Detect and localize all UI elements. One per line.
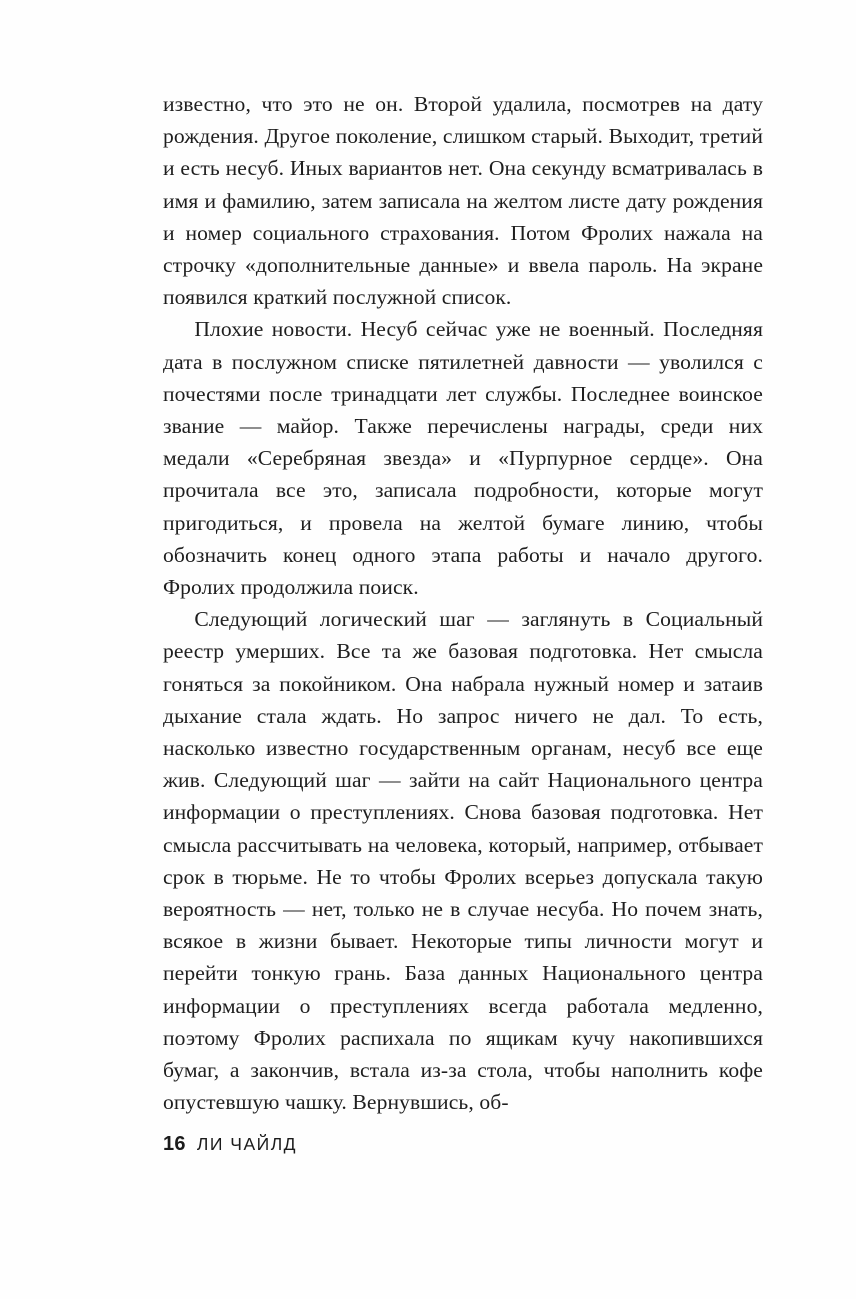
running-head-author: ЛИ ЧАЙЛД [196,1134,298,1154]
body-text-column [163,88,763,1119]
paragraph: известно, что это не он. Второй удалила, посмотрев на дату рождения. Другое поколение, слишком старый. Выходит, третий и есть несуб. Иных вариантов нет. Она секунду всматривалась в имя и фамилию, затем записала на желтом листе дату рождения и номер социального страхования. Потом Фролих нажала на строчку «дополнительные данные» и ввела пароль. На экране появился краткий послужной список. [163,92,763,310]
page-footer [163,1133,297,1156]
page-number: 16 [163,1133,186,1155]
paragraph: Плохие новости. Несуб сейчас уже не военный. Последняя дата в послужном списке пятилетней давности — уволился с почестями после тринадцати лет службы. Последнее воинское звание — майор. Также перечислены награды, среди них медали «Серебряная звезда» и «Пурпурное сердце». Она прочитала все это, записала подробности, которые могут пригодиться, и провела на желтой бумаге линию, чтобы обозначить конец одного этапа работы и начало другого. Фролих продолжила поиск. [163,317,763,600]
paragraph: Следующий логический шаг — заглянуть в Социальный реестр умерших. Все та же базовая подготовка. Нет смысла гоняться за покойником. Она набрала нужный номер и затаив дыхание стала ждать. Но запрос ничего не дал. То есть, насколько известно государственным органам, несуб все еще жив. Следующий шаг — зайти на сайт Национального центра информации о преступлениях. Снова базовая подготовка. Нет смысла рассчитывать на человека, который, например, отбывает срок в тюрьме. Не то чтобы Фролих всерьез допускала такую вероятность — нет, только не в случае несуба. Но почем знать, всякое в жизни бывает. Некоторые типы личности могут и перейти тонкую грань. База данных Национального центра информации о преступлениях всегда работала медленно, поэтому Фролих распихала по ящикам кучу накопившихся бумаг, а закончив, встала из-за стола, чтобы наполнить кофе опустевшую чашку. Вернувшись, об- [163,607,763,1115]
